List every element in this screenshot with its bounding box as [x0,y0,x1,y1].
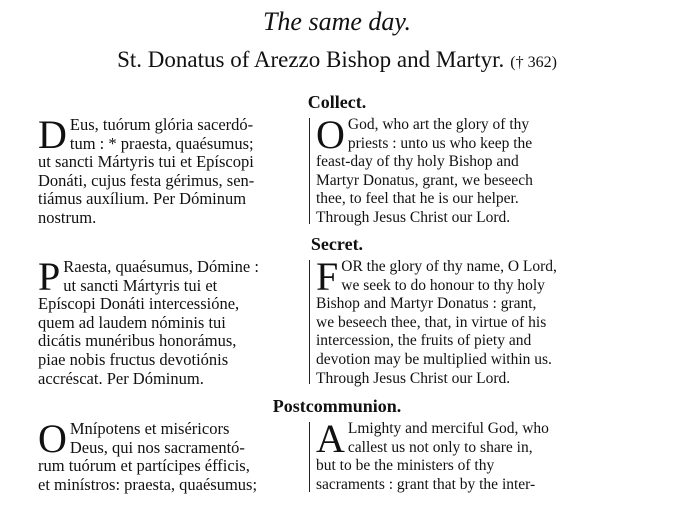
postcommunion-english [316,416,608,494]
page-title [0,46,674,77]
collect-latin-line: nostrum. [38,207,97,227]
secret-latin-line: Epíscopi Donáti intercessióne, [38,294,240,314]
secret-english [316,254,608,388]
collect-english-line: thee, to feel that he is our helper. [316,190,519,208]
postcommunion-latin-line: rum tuórum et partícipes éfficis, [38,456,250,476]
secret-english-line: intercession, the fruits of piety and [316,332,532,350]
postcommunion-english-line: callest us not only to share in, [347,438,533,456]
secret-latin-initial: P [38,254,61,299]
collect-english-line: Martyr Donatus, grant, we beseech [316,171,533,189]
secret-latin-line: accréscat. Per Dóminum. [38,368,204,388]
postcommunion-divider [309,422,310,492]
collect-latin-line: Eus, tuórum glória sacerdó- [69,115,254,134]
collect-latin-line: ut sancti Mártyris tui et Epíscopi [38,152,254,172]
secret-english-line: devotion may be multiplied within us. [316,350,552,368]
postcommunion-latin-line: et minístros: praesta, quaésumus; [38,474,258,494]
postcommunion-english-line: sacraments : grant that by the inter- [316,475,536,493]
secret-latin-line: quem ad laudem nóminis tui [38,312,226,332]
saint-date: († 362) [510,54,557,71]
postcommunion-latin-line: Mnípotens et miséricors [69,419,230,438]
secret-latin-line: dicátis munéribus honorámus, [38,331,237,351]
secret-latin-line: piae nobis fructus devotiónis [38,349,229,369]
page-day-heading: The same day. [262,7,412,36]
collect-latin-line: tiámus auxílium. Per Dóminum [38,189,247,209]
postcommunion-english-line: Lmighty and merciful God, who [347,420,549,437]
collect-english [316,112,608,228]
secret-latin-line: ut sancti Mártyris tui et [63,275,218,295]
collect-divider [309,118,310,224]
secret-english-initial: F [316,254,339,299]
collect-latin-line: tum : * praesta, quaésumus; [69,133,254,153]
collect-english-line: priests : unto us who keep the [347,134,533,152]
secret-english-line: Bishop and Martyr Donatus : grant, [316,295,537,313]
postcommunion-latin [38,416,304,494]
collect-english-line: Through Jesus Christ our Lord. [316,208,511,226]
collect-latin [38,112,304,228]
postcommunion-english-initial: A [316,416,345,461]
collect-english-line: God, who art the glory of thy [347,116,530,133]
secret-english-line: Through Jesus Christ our Lord. [316,369,511,387]
postcommunion-heading: Postcommunion. [272,396,402,416]
collect-heading: Collect. [307,92,367,112]
collect-latin-line: Donáti, cujus festa gérimus, sen- [38,170,255,190]
postcommunion-latin-line: Deus, qui nos sacramentó- [69,437,245,457]
secret-divider [309,260,310,384]
secret-english-line: OR the glory of thy name, O Lord, [341,258,557,275]
postcommunion-latin-initial: O [38,416,67,461]
secret-english-line: we beseech thee, that, in virtue of his [316,313,547,331]
collect-english-line: feast-day of thy holy Bishop and [316,153,519,171]
postcommunion-english-line: but to be the ministers of thy [316,457,495,475]
secret-heading: Secret. [310,234,364,254]
saint-title: St. Donatus of Arezzo Bishop and Martyr. [117,47,505,72]
collect-latin-initial: D [38,112,67,157]
secret-latin-line: Raesta, quaésumus, Dómine : [63,257,259,276]
secret-latin [38,254,304,388]
collect-english-initial: O [316,112,345,157]
secret-english-line: we seek to do honour to thy holy [341,276,545,294]
